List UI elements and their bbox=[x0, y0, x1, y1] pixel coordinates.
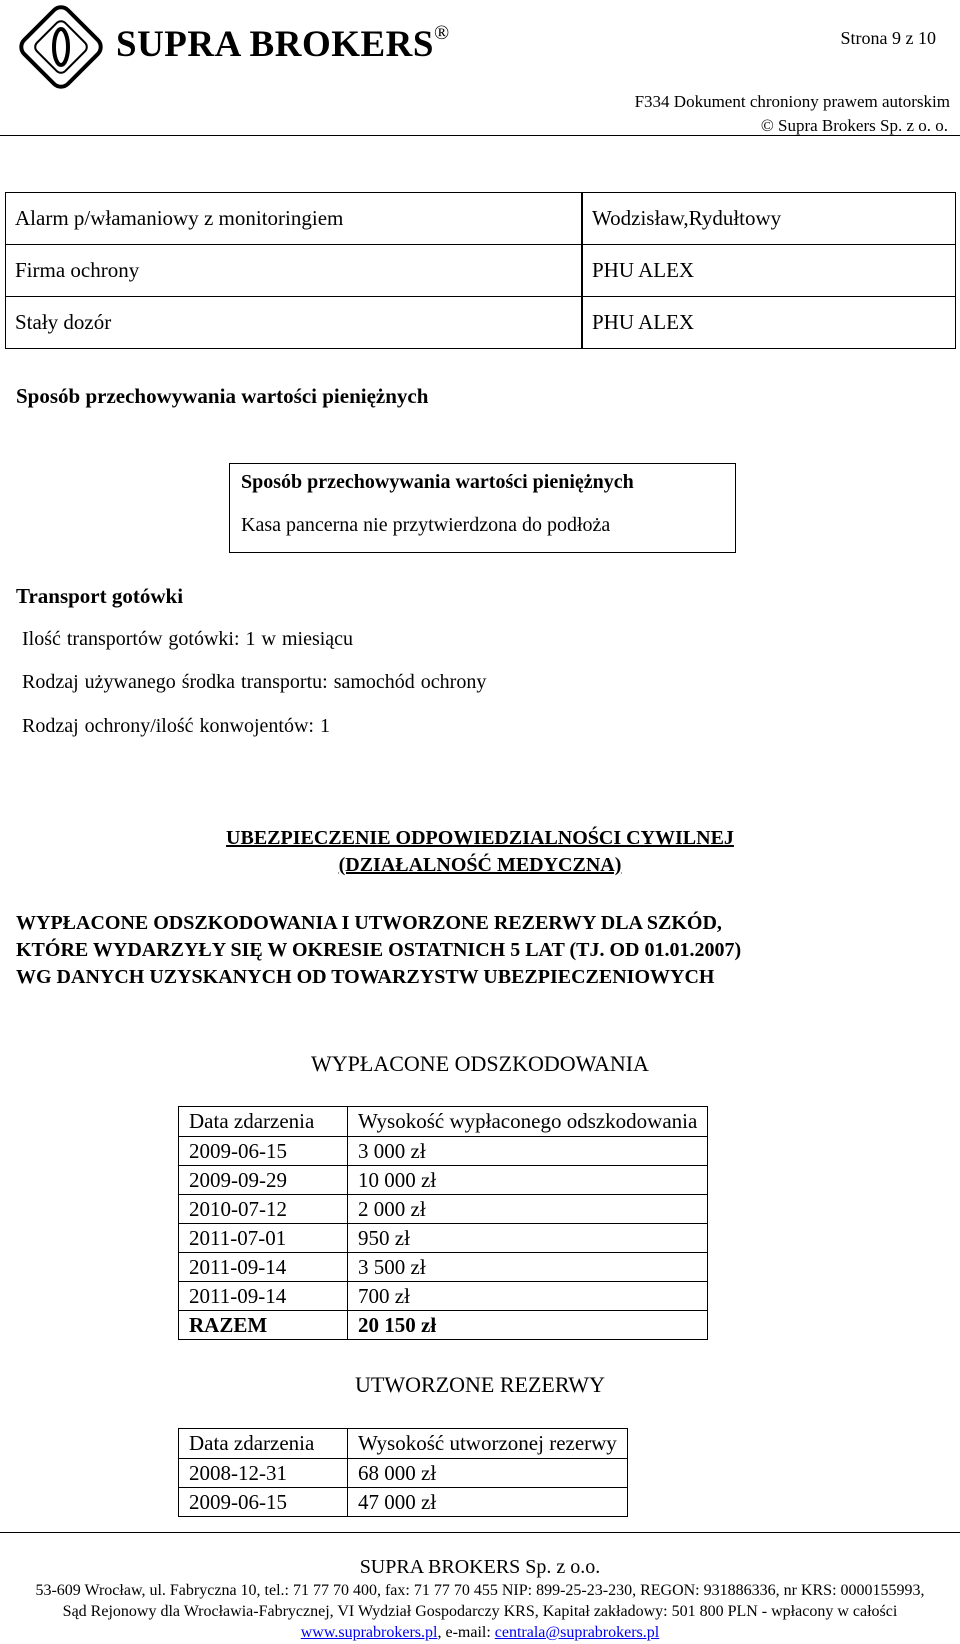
liability-paragraph-line: KTÓRE WYDARZYŁY SIĘ W OKRESIE OSTATNICH 5 LAT (TJ. OD 01.01.2007) bbox=[16, 939, 742, 961]
email-prefix: , e-mail: bbox=[437, 1624, 495, 1641]
storage-box-title: Sposób przechowywania wartości pieniężnych bbox=[241, 471, 634, 493]
reserves-table bbox=[178, 1428, 628, 1517]
reserves-title: UTWORZONE REZERWY bbox=[355, 1372, 605, 1397]
footer-divider bbox=[0, 1532, 960, 1533]
cell-amount: 700 zł bbox=[348, 1282, 708, 1311]
cell-amount: 2 000 zł bbox=[348, 1195, 708, 1224]
table-row bbox=[179, 1282, 708, 1311]
total-label: RAZEM bbox=[179, 1311, 348, 1340]
transport-line: Rodzaj używanego środka transportu: samochód ochrony bbox=[22, 671, 487, 693]
email-link[interactable]: centrala@suprabrokers.pl bbox=[494, 1624, 660, 1641]
cell-date: 2011-07-01 bbox=[179, 1224, 348, 1253]
table-row bbox=[6, 297, 956, 349]
total-value: 20 150 zł bbox=[348, 1311, 708, 1340]
table-row bbox=[6, 193, 956, 245]
cell-amount: 10 000 zł bbox=[348, 1166, 708, 1195]
header-divider bbox=[0, 135, 960, 136]
table-total-row bbox=[179, 1311, 708, 1340]
security-table bbox=[5, 192, 956, 349]
cell-amount: 3 500 zł bbox=[348, 1253, 708, 1282]
cell-date: 2009-06-15 bbox=[179, 1137, 348, 1166]
footer-address-line: 53-609 Wrocław, ul. Fabryczna 10, tel.: 71 77 70 400, fax: 71 77 70 455 NIP: 899-25-23-230, REGON: 931886336, nr KRS: 0000155993, bbox=[35, 1582, 925, 1599]
column-header-date: Data zdarzenia bbox=[179, 1429, 348, 1459]
table-cell-value: Wodzisław,Rydułtowy bbox=[582, 193, 956, 245]
storage-box bbox=[229, 463, 736, 553]
cell-date: 2010-07-12 bbox=[179, 1195, 348, 1224]
cell-date: 2011-09-14 bbox=[179, 1282, 348, 1311]
cell-date: 2009-06-15 bbox=[179, 1488, 348, 1517]
table-row bbox=[6, 245, 956, 297]
brand-name: SUPRA BROKERS® bbox=[116, 21, 450, 65]
table-row bbox=[179, 1137, 708, 1166]
transport-heading: Transport gotówki bbox=[16, 584, 184, 608]
page-number: Strona 9 z 10 bbox=[840, 28, 936, 48]
table-row bbox=[179, 1459, 628, 1488]
cell-amount: 68 000 zł bbox=[348, 1459, 628, 1488]
footer-registry-line: Sąd Rejonowy dla Wrocławia-Fabrycznej, VI Wydział Gospodarczy KRS, Kapitał zakładowy: 501 800 PLN - wpłacony w całości bbox=[62, 1603, 898, 1620]
cell-date: 2009-09-29 bbox=[179, 1166, 348, 1195]
storage-box-value: Kasa pancerna nie przytwierdzona do podłoża bbox=[241, 514, 611, 536]
table-row bbox=[179, 1195, 708, 1224]
cell-amount: 47 000 zł bbox=[348, 1488, 628, 1517]
table-cell-label: Stały dozór bbox=[6, 297, 583, 349]
column-header-amount: Wysokość wypłaconego odszkodowania bbox=[348, 1107, 708, 1137]
liability-title: UBEZPIECZENIE ODPOWIEDZIALNOŚCI CYWILNEJ bbox=[226, 827, 734, 849]
table-cell-value: PHU ALEX bbox=[582, 245, 956, 297]
column-header-date: Data zdarzenia bbox=[179, 1107, 348, 1137]
cell-amount: 950 zł bbox=[348, 1224, 708, 1253]
table-row bbox=[179, 1224, 708, 1253]
table-cell-value: PHU ALEX bbox=[582, 297, 956, 349]
liability-paragraph-line: WYPŁACONE ODSZKODOWANIA I UTWORZONE REZERWY DLA SZKÓD, bbox=[16, 912, 722, 934]
footer-contact-line bbox=[0, 1624, 960, 1642]
column-header-amount: Wysokość utworzonej rezerwy bbox=[348, 1429, 628, 1459]
cell-date: 2011-09-14 bbox=[179, 1253, 348, 1282]
payouts-title: WYPŁACONE ODSZKODOWANIA bbox=[311, 1051, 649, 1076]
supra-brokers-logo bbox=[14, 0, 108, 94]
copyright-notice: F334 Dokument chroniony prawem autorskim bbox=[634, 92, 950, 111]
payouts-table bbox=[178, 1106, 708, 1340]
website-link[interactable]: www.suprabrokers.pl bbox=[300, 1624, 438, 1641]
table-header-row bbox=[179, 1429, 628, 1459]
liability-subtitle: (DZIAŁALNOŚĆ MEDYCZNA) bbox=[338, 854, 622, 876]
cell-amount: 3 000 zł bbox=[348, 1137, 708, 1166]
table-cell-label: Alarm p/włamaniowy z monitoringiem bbox=[6, 193, 583, 245]
table-row bbox=[179, 1166, 708, 1195]
storage-heading: Sposób przechowywania wartości pieniężnych bbox=[16, 384, 429, 408]
table-row bbox=[179, 1488, 628, 1517]
cell-date: 2008-12-31 bbox=[179, 1459, 348, 1488]
table-row bbox=[179, 1253, 708, 1282]
transport-line: Rodzaj ochrony/ilość konwojentów: 1 bbox=[22, 715, 330, 737]
footer-company: SUPRA BROKERS Sp. z o.o. bbox=[359, 1556, 601, 1578]
copyright-owner: © Supra Brokers Sp. z o. o. bbox=[760, 116, 948, 135]
liability-paragraph-line: WG DANYCH UZYSKANYCH OD TOWARZYSTW UBEZPIECZENIOWYCH bbox=[16, 966, 715, 988]
table-cell-label: Firma ochrony bbox=[6, 245, 583, 297]
table-header-row bbox=[179, 1107, 708, 1137]
transport-line: Ilość transportów gotówki: 1 w miesiącu bbox=[22, 628, 354, 650]
